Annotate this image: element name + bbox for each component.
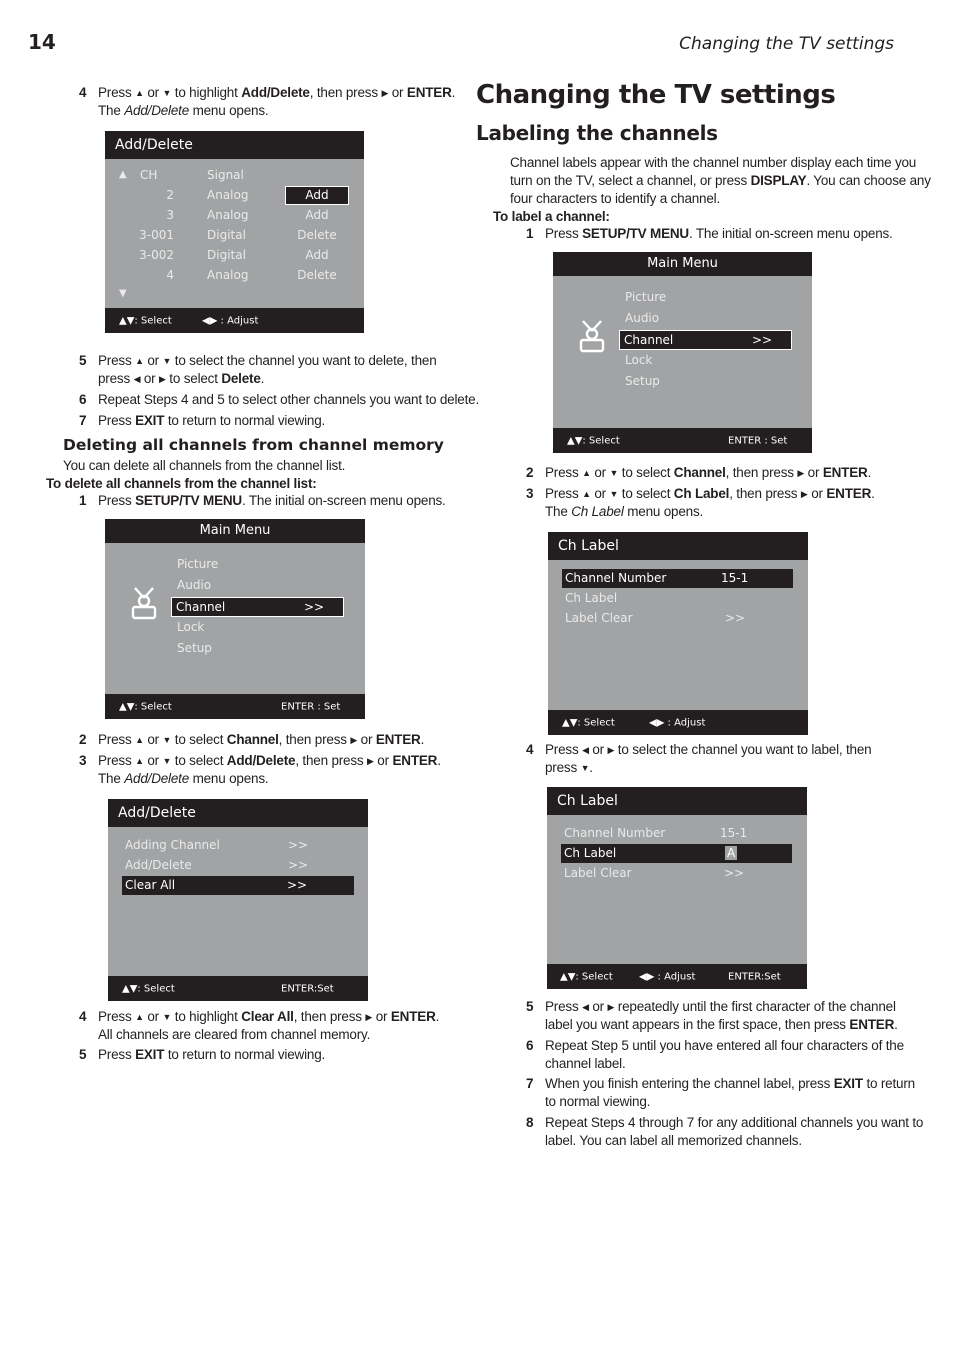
menu-item-label: Adding Channel <box>125 838 220 852</box>
screen-title: Main Menu <box>105 519 365 543</box>
setting-label: Ch Label <box>565 591 618 605</box>
tv-channel-icon <box>129 586 159 620</box>
menu-item-audio[interactable]: Audio <box>625 311 660 325</box>
setting-label: Channel Number <box>565 571 667 585</box>
section-heading-delete-all: Deleting all channels from channel memory <box>63 436 444 454</box>
action-value: Add <box>305 248 329 262</box>
footer-adjust-hint: ◀▶ : Adjust <box>649 717 706 728</box>
setting-row[interactable] <box>562 589 793 608</box>
setting-value[interactable]: >> <box>725 611 746 625</box>
page-number: 14 <box>28 30 56 54</box>
channel-number: 3-002 <box>139 248 174 262</box>
add-delete-menu-screen <box>108 799 368 1001</box>
menu-item-setup[interactable]: Setup <box>177 641 212 655</box>
screen-footer <box>553 428 812 453</box>
tv-channel-icon <box>577 319 607 353</box>
menu-item-selected[interactable] <box>122 876 354 895</box>
table-row[interactable] <box>105 268 364 286</box>
signal-type: Analog <box>207 268 249 282</box>
footer-set-hint: ENTER : Set <box>728 435 788 446</box>
add-delete-screen <box>105 131 364 333</box>
setting-value[interactable]: >> <box>724 866 745 880</box>
screen-footer <box>547 964 807 989</box>
setting-row[interactable] <box>561 844 792 863</box>
footer-set-hint: ENTER:Set <box>728 971 781 982</box>
table-row[interactable] <box>105 188 364 206</box>
delete-all-lead: To delete all channels from the channel list: <box>46 476 317 491</box>
signal-type: Analog <box>207 208 249 222</box>
menu-item-selected[interactable] <box>171 597 344 617</box>
menu-item-picture[interactable]: Picture <box>625 290 667 304</box>
menu-item-picture[interactable]: Picture <box>177 557 219 571</box>
page-title: Changing the TV settings <box>476 80 836 110</box>
screen-footer <box>548 710 808 735</box>
screen-footer <box>108 976 368 1001</box>
setting-row[interactable] <box>561 864 792 883</box>
setting-row[interactable] <box>561 824 792 843</box>
main-menu-screen-right <box>553 252 812 453</box>
screen-title: Add/Delete <box>105 131 364 159</box>
labeling-intro-line-1: Channel labels appear with the channel number display each time you <box>510 155 917 170</box>
table-row[interactable] <box>105 208 364 226</box>
labeling-intro-line-3: four characters to identify a channel. <box>510 191 721 206</box>
screen-title: Ch Label <box>548 532 808 560</box>
section-heading-labeling: Labeling the channels <box>476 121 718 145</box>
table-row[interactable] <box>105 248 364 266</box>
labeling-intro-line-2: turn on the TV, select a channel, or press DISPLAY. You can choose any <box>510 173 931 188</box>
running-head: Changing the TV settings <box>679 34 894 54</box>
menu-item-label: Add/Delete <box>125 858 192 872</box>
table-row[interactable] <box>105 228 364 246</box>
setting-label: Label Clear <box>564 866 632 880</box>
action-value: Add <box>305 208 329 222</box>
column-ch: CH <box>140 168 158 182</box>
column-signal: Signal <box>207 168 244 182</box>
footer-select-hint: ▲▼: Select <box>562 717 615 728</box>
menu-item-lock[interactable]: Lock <box>177 620 205 634</box>
scroll-down-icon: ▼ <box>119 288 127 299</box>
submenu-arrow: >> <box>304 600 325 614</box>
menu-item[interactable] <box>125 858 355 876</box>
setting-value: 15-1 <box>720 826 748 840</box>
menu-item-label: Channel <box>176 600 226 614</box>
channel-number: 3-001 <box>139 228 174 242</box>
ch-label-screen <box>548 532 808 735</box>
submenu-arrow: >> <box>287 878 308 892</box>
footer-adjust-hint: ◀▶ : Adjust <box>202 315 259 326</box>
menu-item-label: Channel <box>624 333 674 347</box>
submenu-arrow: >> <box>752 333 773 347</box>
footer-adjust-hint: ◀▶ : Adjust <box>639 971 696 982</box>
menu-item-label: Clear All <box>125 878 176 892</box>
footer-select-hint: ▲▼: Select <box>122 983 175 994</box>
menu-item[interactable] <box>125 838 355 856</box>
menu-item-selected[interactable] <box>619 330 792 350</box>
screen-title: Add/Delete <box>108 799 368 827</box>
action-value: Delete <box>297 268 337 282</box>
scroll-up-icon: ▲ <box>119 169 127 180</box>
setting-row[interactable] <box>562 569 793 588</box>
submenu-arrow: >> <box>288 838 309 852</box>
main-menu-screen <box>105 519 365 719</box>
footer-select-hint: ▲▼: Select <box>119 315 172 326</box>
channel-number: 3 <box>166 208 174 222</box>
channel-number: 4 <box>166 268 174 282</box>
action-value: Add <box>305 188 329 202</box>
menu-item-lock[interactable]: Lock <box>625 353 653 367</box>
signal-type: Analog <box>207 188 249 202</box>
setting-row[interactable] <box>562 609 793 628</box>
screen-title: Main Menu <box>553 252 812 276</box>
screen-title: Ch Label <box>547 787 807 815</box>
ch-label-edit-screen <box>547 787 807 989</box>
menu-item-setup[interactable]: Setup <box>625 374 660 388</box>
footer-select-hint: ▲▼: Select <box>560 971 613 982</box>
channel-number: 2 <box>166 188 174 202</box>
setting-value[interactable]: A <box>727 846 736 860</box>
footer-select-hint: ▲▼: Select <box>119 701 172 712</box>
footer-set-hint: ENTER : Set <box>281 701 341 712</box>
signal-type: Digital <box>207 228 246 242</box>
footer-set-hint: ENTER:Set <box>281 983 334 994</box>
footer-select-hint: ▲▼: Select <box>567 435 620 446</box>
signal-type: Digital <box>207 248 246 262</box>
action-value: Delete <box>297 228 337 242</box>
setting-label: Channel Number <box>564 826 666 840</box>
setting-value: 15-1 <box>721 571 749 585</box>
menu-item-audio[interactable]: Audio <box>177 578 212 592</box>
delete-all-intro: You can delete all channels from the channel list. <box>63 458 346 473</box>
labeling-lead: To label a channel: <box>493 209 610 224</box>
setting-label: Label Clear <box>565 611 633 625</box>
screen-footer <box>105 308 364 333</box>
submenu-arrow: >> <box>288 858 309 872</box>
screen-footer <box>105 694 365 719</box>
setting-label: Ch Label <box>564 846 617 860</box>
